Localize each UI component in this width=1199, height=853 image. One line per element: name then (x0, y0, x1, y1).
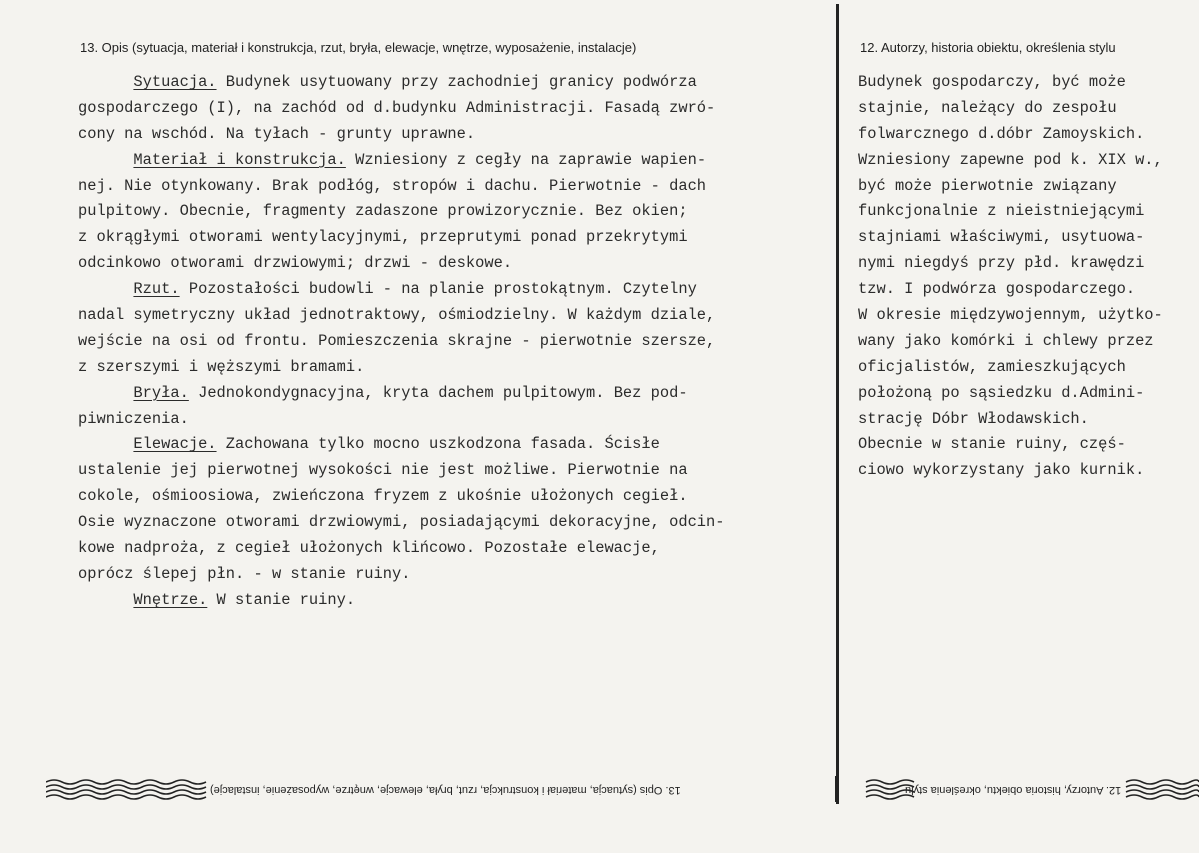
line-text: kowe nadproża, z cegieł ułożonych klińcowo. Pozostałe elewacje, (78, 539, 660, 558)
description-line (78, 70, 818, 96)
line-text: nej. Nie otynkowany. Brak podłóg, stropów i dachu. Pierwotnie - dach (78, 176, 707, 195)
line-text: ustalenie jej pierwotnej wysokości nie jest możliwe. Pierwotnie na (78, 461, 688, 480)
description-line (78, 484, 818, 510)
footer-label-left-mirrored: 13. Opis (sytuacja, materiał i konstrukcja, rzut, bryła, elewacje, wnętrze, wyposażenie, instalacje) (210, 784, 681, 796)
line-indent (78, 435, 133, 453)
section-13-header: 13. Opis (sytuacja, materiał i konstrukcja, rzut, bryła, elewacje, wnętrze, wyposażenie, instalacje) (80, 40, 637, 55)
footer-label-right-mirrored: 12. Autorzy, historia obiektu, określenia stylu (905, 784, 1122, 796)
description-column (78, 70, 818, 614)
history-line: Budynek gospodarczy, być może (858, 73, 1126, 91)
line-text: odcinkowo otworami drzwiowymi; drzwi - deskowe. (78, 254, 513, 273)
description-line (78, 588, 818, 614)
history-line: tzw. I podwórza gospodarczego. (858, 280, 1136, 299)
history-line: położoną po sąsiedzku d.Admini- (858, 383, 1145, 402)
description-line (78, 432, 818, 458)
description-line (78, 407, 818, 433)
description-line (78, 251, 818, 277)
line-text: W stanie ruiny. (207, 590, 356, 609)
history-line: ciowo wykorzystany jako kurnik. (858, 461, 1145, 480)
history-line: być może pierwotnie związany (858, 176, 1117, 195)
line-text: cokole, ośmioosiowa, zwieńczona fryzem z ukośnie ułożonych cegieł. (78, 487, 688, 506)
line-text: gospodarczego (I), na zachód od d.budynku Administracji. Fasadą zwró- (78, 98, 716, 117)
section-label: Elewacje. (133, 435, 217, 454)
history-line: nymi niegdyś przy płd. krawędzi (858, 254, 1145, 273)
description-line (78, 122, 818, 148)
history-line: Wzniesiony zapewne pod k. XIX w., (858, 150, 1163, 169)
line-text: oprócz ślepej płn. - w stanie ruiny. (78, 564, 411, 583)
section-label: Materiał i konstrukcja. (133, 150, 346, 169)
history-line: funkcjonalnie z nieistniejącymi (858, 202, 1145, 221)
description-line (78, 174, 818, 200)
line-text: Osie wyznaczone otworami drzwiowymi, posiadającymi dekoracyjne, odcin- (78, 513, 725, 532)
line-text: Jednokondygnacyjna, kryta dachem pulpitowym. Bez pod- (188, 383, 688, 402)
description-line (78, 329, 818, 355)
section-label: Rzut. (133, 280, 180, 299)
section-label: Sytuacja. (133, 73, 217, 91)
line-text: wejście na osi od frontu. Pomieszczenia skrajne - pierwotnie szersze, (78, 331, 716, 350)
line-text: z okrągłymi otworami wentylacyjnymi, przeprutymi ponad przekrytymi (78, 228, 688, 247)
line-text: pulpitowy. Obecnie, fragmenty zadaszone prowizorycznie. Bez okien; (78, 202, 688, 221)
line-indent (78, 151, 133, 169)
description-line (78, 381, 818, 407)
column-divider (836, 4, 839, 804)
section-12-header: 12. Autorzy, historia obiektu, określenia stylu (860, 40, 1116, 55)
description-line (78, 510, 818, 536)
description-line (78, 199, 818, 225)
description-line (78, 355, 818, 381)
history-line: wany jako komórki i chlewy przez (858, 331, 1154, 350)
history-column (858, 70, 1193, 484)
line-text: cony na wschód. Na tyłach - grunty uprawne. (78, 124, 476, 143)
history-line: Obecnie w stanie ruiny, częś- (858, 435, 1126, 454)
line-text: piwniczenia. (78, 409, 189, 428)
history-line: oficjalistów, zamieszkujących (858, 357, 1126, 376)
line-text: Wzniesiony z cegły na zaprawie wapien- (345, 150, 707, 169)
history-line: stajniami właściwymi, usytuowa- (858, 228, 1145, 247)
line-indent (78, 280, 133, 298)
description-line (78, 303, 818, 329)
description-line (78, 562, 818, 588)
description-line (78, 96, 818, 122)
description-line (78, 277, 818, 303)
description-line (78, 536, 818, 562)
line-indent (78, 73, 133, 91)
description-line (78, 458, 818, 484)
line-indent (78, 384, 133, 402)
line-text: nadal symetryczny układ jednotraktowy, ośmiodzielny. W każdym dziale, (78, 306, 716, 325)
line-text: Budynek usytuowany przy zachodniej granicy podwórza (216, 73, 697, 91)
history-line: W okresie międzywojennym, użytko- (858, 306, 1163, 325)
line-text: Pozostałości budowli - na planie prostokątnym. Czytelny (179, 280, 697, 299)
history-line: folwarcznego d.dóbr Zamoyskich. (858, 124, 1145, 143)
section-label: Wnętrze. (133, 590, 208, 609)
description-line (78, 225, 818, 251)
description-line (78, 148, 818, 174)
line-text: Zachowana tylko mocno uszkodzona fasada. Ścisłe (216, 435, 660, 454)
section-label: Bryła. (133, 383, 189, 402)
history-line: strację Dóbr Włodawskich. (858, 409, 1089, 428)
line-text: z szerszymi i węższymi bramami. (78, 357, 365, 376)
line-indent (78, 591, 133, 609)
history-line: stajnie, należący do zespołu (858, 98, 1117, 117)
